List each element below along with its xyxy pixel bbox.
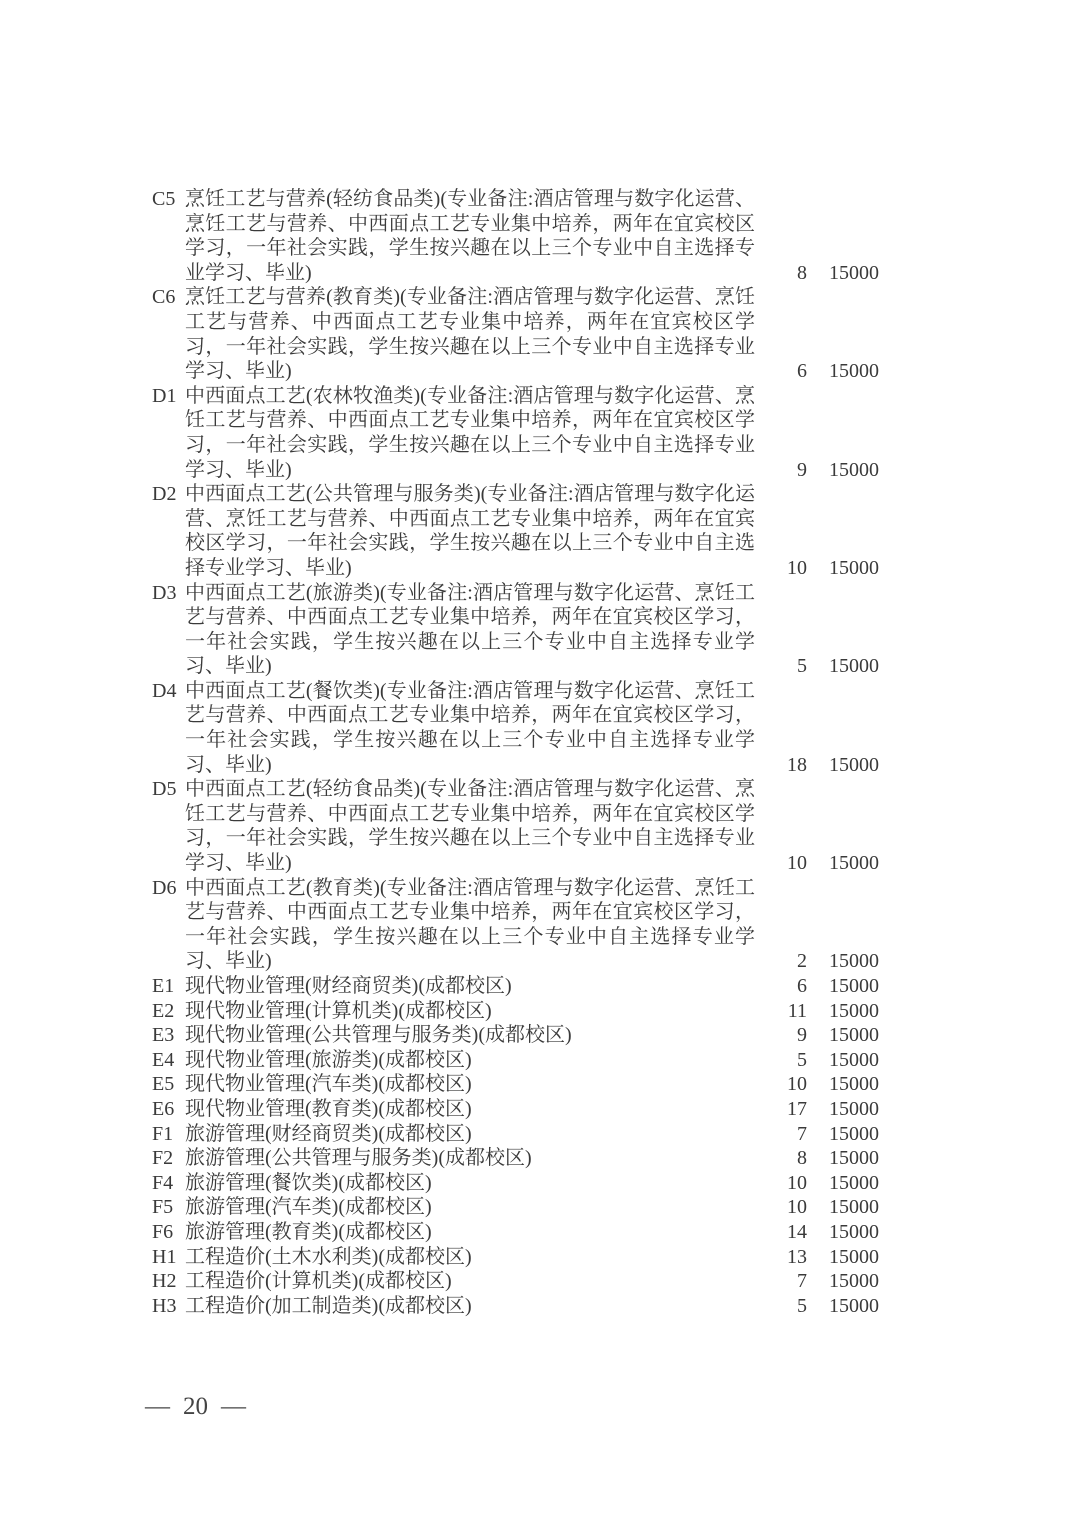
program-description: 旅游管理(公共管理与服务类)(成都校区) — [185, 1147, 532, 1170]
program-code: C5 — [152, 188, 176, 210]
program-code: H2 — [152, 1270, 177, 1293]
tuition-fee: 15000 — [829, 1294, 879, 1317]
tuition-fee: 15000 — [829, 1122, 879, 1145]
footer-left-dash: — — [145, 1393, 170, 1420]
plan-count: 10 — [787, 1073, 807, 1096]
program-description: 旅游管理(餐饮类)(成都校区) — [185, 1171, 432, 1194]
program-code: E2 — [152, 999, 175, 1022]
program-description: 现代物业管理(财经商贸类)(成都校区) — [185, 975, 512, 997]
plan-count: 18 — [787, 753, 807, 776]
plan-count: 7 — [797, 1122, 807, 1145]
program-description: 烹饪工艺与营养(轻纺食品类)(专业备注:酒店管理与数字化运营、烹饪工艺与营养、中西面点工艺专业集中培养，两年在宜宾校区学习，一年社会实践，学生按兴趣在以上三个专业中自主选择专业学习、毕业) — [185, 188, 755, 284]
table-row — [152, 187, 879, 285]
tuition-fee: 15000 — [829, 1220, 879, 1243]
table-row — [152, 999, 879, 1024]
program-description: 现代物业管理(教育类)(成都校区) — [185, 1097, 472, 1120]
tuition-fee: 15000 — [829, 458, 879, 481]
plan-count: 6 — [797, 975, 807, 997]
program-code: D5 — [152, 778, 177, 801]
table-row — [152, 1245, 879, 1270]
table-row — [152, 482, 879, 580]
plan-count: 9 — [797, 458, 807, 481]
table-row — [152, 1294, 879, 1319]
tuition-fee: 15000 — [829, 261, 879, 284]
program-description: 现代物业管理(汽车类)(成都校区) — [185, 1073, 472, 1096]
table-row — [152, 679, 879, 777]
program-description: 工程造价(土木水利类)(成都校区) — [185, 1245, 472, 1268]
plan-count: 5 — [797, 655, 807, 678]
program-code: F4 — [152, 1171, 174, 1194]
program-description: 现代物业管理(公共管理与服务类)(成都校区) — [185, 1024, 572, 1047]
page-footer — [145, 1392, 246, 1422]
table-row — [152, 1122, 879, 1147]
table-row — [152, 974, 879, 999]
plan-count: 8 — [797, 1147, 807, 1170]
page-number: 20 — [183, 1393, 208, 1420]
program-description: 现代物业管理(计算机类)(成都校区) — [185, 999, 492, 1022]
plan-count: 14 — [787, 1220, 807, 1243]
tuition-fee: 15000 — [829, 753, 879, 776]
program-code: H3 — [152, 1294, 177, 1317]
plan-count: 9 — [797, 1024, 807, 1047]
program-description: 中西面点工艺(旅游类)(专业备注:酒店管理与数字化运营、烹饪工艺与营养、中西面点工艺专业集中培养，两年在宜宾校区学习，一年社会实践，学生按兴趣在以上三个专业中自主选择专业学习、毕业) — [185, 581, 755, 678]
program-code: D1 — [152, 384, 177, 407]
program-description: 中西面点工艺(公共管理与服务类)(专业备注:酒店管理与数字化运营、烹饪工艺与营养、中西面点工艺专业集中培养，两年在宜宾校区学习，一年社会实践，学生按兴趣在以上三个专业中自主选择专业学习、毕业) — [185, 483, 755, 579]
table-row — [152, 777, 879, 875]
plan-count: 10 — [787, 1171, 807, 1194]
tuition-fee: 15000 — [829, 950, 879, 973]
plan-count: 8 — [797, 261, 807, 284]
table-row — [152, 581, 879, 679]
tuition-fee: 15000 — [829, 1073, 879, 1096]
table-row — [152, 1220, 879, 1245]
plan-count: 7 — [797, 1270, 807, 1293]
program-code: D3 — [152, 581, 177, 604]
program-description: 工程造价(加工制造类)(成都校区) — [185, 1294, 472, 1317]
table-row — [152, 285, 879, 383]
plan-count: 5 — [797, 1048, 807, 1071]
table-row — [152, 1269, 879, 1294]
plan-count: 6 — [797, 360, 807, 383]
program-code: E5 — [152, 1073, 175, 1096]
plan-count: 2 — [797, 950, 807, 973]
tuition-fee: 15000 — [829, 1245, 879, 1268]
tuition-fee: 15000 — [829, 1097, 879, 1120]
table-row — [152, 1146, 879, 1171]
plan-count: 17 — [787, 1097, 807, 1120]
program-code: H1 — [152, 1245, 177, 1268]
tuition-fee: 15000 — [829, 655, 879, 678]
table-row — [152, 1097, 879, 1122]
program-description: 中西面点工艺(教育类)(专业备注:酒店管理与数字化运营、烹饪工艺与营养、中西面点工艺专业集中培养，两年在宜宾校区学习，一年社会实践，学生按兴趣在以上三个专业中自主选择专业学习、毕业) — [185, 876, 755, 973]
program-code: F1 — [152, 1122, 174, 1145]
program-code: D6 — [152, 876, 177, 899]
program-code: E1 — [152, 975, 175, 997]
program-description: 旅游管理(财经商贸类)(成都校区) — [185, 1122, 472, 1145]
tuition-fee: 15000 — [829, 1147, 879, 1170]
program-description: 中西面点工艺(农林牧渔类)(专业备注:酒店管理与数字化运营、烹饪工艺与营养、中西面点工艺专业集中培养，两年在宜宾校区学习，一年社会实践，学生按兴趣在以上三个专业中自主选择专业学习、毕业) — [185, 384, 755, 481]
tuition-fee: 15000 — [829, 975, 879, 997]
tuition-fee: 15000 — [829, 556, 879, 579]
plan-count: 10 — [787, 1196, 807, 1219]
plan-count: 13 — [787, 1245, 807, 1268]
plan-count: 11 — [787, 999, 807, 1022]
program-code: E6 — [152, 1097, 175, 1120]
program-code: E3 — [152, 1024, 175, 1047]
program-code: F5 — [152, 1196, 174, 1219]
table-row — [152, 1023, 879, 1048]
program-code: C6 — [152, 286, 176, 309]
program-code: E4 — [152, 1048, 175, 1071]
program-description: 中西面点工艺(轻纺食品类)(专业备注:酒店管理与数字化运营、烹饪工艺与营养、中西面点工艺专业集中培养，两年在宜宾校区学习，一年社会实践，学生按兴趣在以上三个专业中自主选择专业学习、毕业) — [185, 778, 755, 875]
program-code: F6 — [152, 1220, 174, 1243]
table-row — [152, 876, 879, 974]
tuition-fee: 15000 — [829, 1024, 879, 1047]
program-description: 烹饪工艺与营养(教育类)(专业备注:酒店管理与数字化运营、烹饪工艺与营养、中西面点工艺专业集中培养，两年在宜宾校区学习，一年社会实践，学生按兴趣在以上三个专业中自主选择专业学习、毕业) — [185, 286, 755, 383]
tuition-fee: 15000 — [829, 1048, 879, 1071]
table-row — [152, 1072, 879, 1097]
plan-count: 10 — [787, 556, 807, 579]
program-code: F2 — [152, 1147, 174, 1170]
program-code: D2 — [152, 483, 177, 506]
tuition-fee: 15000 — [829, 1196, 879, 1219]
plan-count: 10 — [787, 852, 807, 875]
tuition-fee: 15000 — [829, 1171, 879, 1194]
tuition-fee: 15000 — [829, 999, 879, 1022]
footer-right-dash: — — [221, 1393, 246, 1420]
program-code: D4 — [152, 679, 177, 702]
program-description: 旅游管理(汽车类)(成都校区) — [185, 1196, 432, 1219]
program-description: 工程造价(计算机类)(成都校区) — [185, 1270, 452, 1293]
program-admission-table — [152, 187, 879, 1318]
tuition-fee: 15000 — [829, 1270, 879, 1293]
plan-count: 5 — [797, 1294, 807, 1317]
program-description: 现代物业管理(旅游类)(成都校区) — [185, 1048, 472, 1071]
table-row — [152, 1195, 879, 1220]
table-row — [152, 1048, 879, 1073]
table-row — [152, 1171, 879, 1196]
tuition-fee: 15000 — [829, 360, 879, 383]
program-description: 中西面点工艺(餐饮类)(专业备注:酒店管理与数字化运营、烹饪工艺与营养、中西面点工艺专业集中培养，两年在宜宾校区学习，一年社会实践，学生按兴趣在以上三个专业中自主选择专业学习、毕业) — [185, 679, 755, 776]
program-description: 旅游管理(教育类)(成都校区) — [185, 1220, 432, 1243]
tuition-fee: 15000 — [829, 852, 879, 875]
table-row — [152, 384, 879, 482]
